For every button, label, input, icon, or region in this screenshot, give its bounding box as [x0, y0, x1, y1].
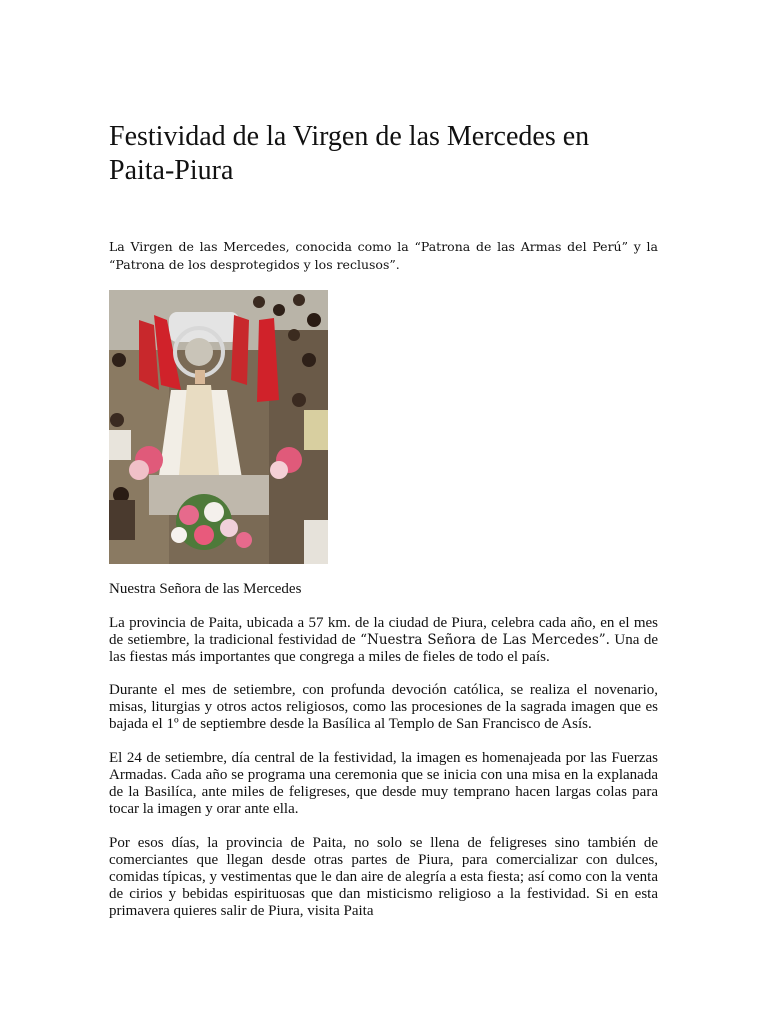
paragraph-1 — [109, 615, 658, 666]
paragraph-3: El 24 de setiembre, día central de la festividad, la imagen es homenajeada por las Fuerzas Armadas. Cada año se programa una ceremonia que se inicia con una misa en la explanada de la Basilíca, ante miles de feligreses, que desde muy temprano hacen largas colas para tocar la imagen y orar ante ella. — [109, 750, 658, 817]
intro-text: La Virgen de las Mercedes, conocida como la “Patrona de las Armas del Perú” y la “Patrona de los desprotegidos y los reclusos”. — [109, 239, 658, 272]
paragraph-1-after: Una de las fiestas más importantes que congrega a miles de fieles de todo el país. — [109, 632, 659, 665]
page-title: Festividad de la Virgen de las Mercedes en Paita-Piura — [109, 121, 590, 186]
paragraph-1-quote: “Nuestra Señora de Las Mercedes”. — [360, 632, 610, 648]
procession-photo — [109, 290, 328, 564]
paragraph-4: Por esos días, la provincia de Paita, no solo se llena de feligreses sino también de comerciantes que llegan desde otras partes de Piura, para comercializar con dulces, comidas típicas, y vestimentas que le dan aire de alegría a esta fiesta; así como con la venta de cirios y bebidas espirituosas que dan misticismo religioso a la festividad. Si en esta primavera quieres salir de Piura, visita Paita — [109, 835, 658, 919]
paragraph-2: Durante el mes de setiembre, con profunda devoción católica, se realiza el novenario, misas, liturgias y otros actos religiosos, como las procesiones de la sagrada imagen que es bajada el 1º de septiembre desde la Basílica al Templo de San Francisco de Asís. — [109, 682, 658, 732]
procession-photo-illustration — [109, 290, 328, 564]
image-caption: Nuestra Señora de las Mercedes — [109, 581, 302, 597]
paragraph-1-before: La provincia de Paita, ubicada a 57 km. de la ciudad de Piura, celebra cada año, en el mes de setiembre, la tradicional festividad de — [109, 615, 658, 648]
